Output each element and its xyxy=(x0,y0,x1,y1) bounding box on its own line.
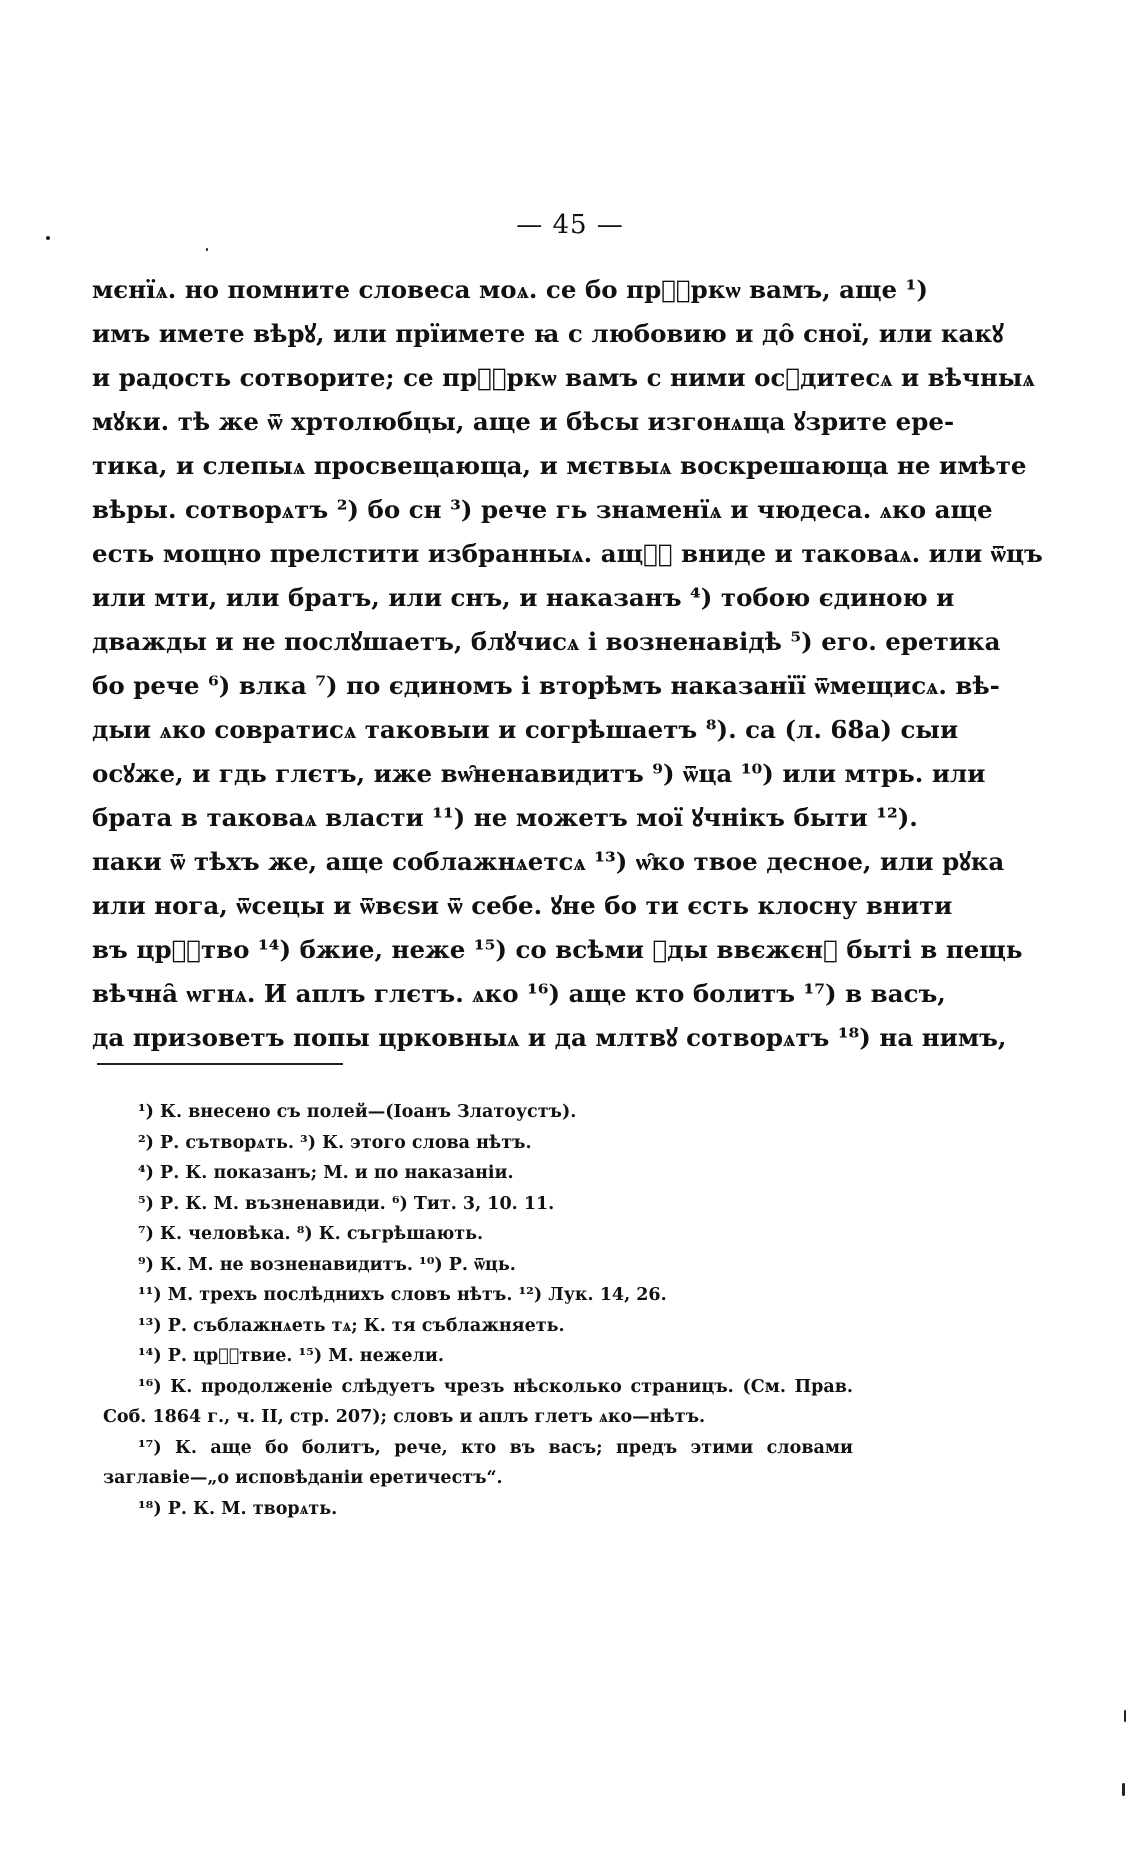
footnote-line: Соб. 1864 г., ч. II, стр. 207); словъ и аплъ глетъ ѧко—нѣтъ. xyxy=(103,1407,706,1427)
text-line: дважды и не послꙋшаетъ, блꙋчисѧ і возненавідѣ ⁵) его. еретика xyxy=(92,627,1001,656)
text-line: брата в таковаѧ власти ¹¹) не можетъ мої ꙋчнікъ быти ¹²). xyxy=(92,803,918,832)
footnote-line: ¹³) Р. съблажнѧеть тѧ; К. тя съблажняеть. xyxy=(138,1315,565,1336)
text-line: мꙋки. тѣ же ѿ хртолюбцы, аще и бѣсы изгонѧща ꙋзрите ере- xyxy=(92,407,955,436)
footnote-line: ⁷) К. человѣка. ⁸) К. съгрѣшають. xyxy=(138,1224,484,1244)
scan-speck xyxy=(46,236,50,240)
footnote-line: ¹) К. внесено съ полей—(Іоанъ Златоустъ). xyxy=(138,1102,577,1122)
text-line: мєнїѧ. но помните словеса моѧ. се бо прⷪ҇ркѡ вамъ, аще ¹) xyxy=(92,275,928,304)
footnote-divider xyxy=(97,1063,343,1065)
footnote-line: ¹⁶) К. продолженіе слѣдуетъ чрезъ нѣсколько страницъ. (См. Прав. xyxy=(138,1376,853,1397)
footnote-line: заглавіе—„о исповѣданіи еретичестъ“. xyxy=(103,1468,503,1488)
footnotes-block xyxy=(103,1097,853,1524)
text-line: и радость сотворите; се прⷪ҇ркѡ вамъ с ними осꙋдитесѧ и вѣчныѧ xyxy=(92,363,1035,392)
text-line: осꙋже, и гдь глєтъ, иже вѡ̑ненавидитъ ⁹) ѿца ¹⁰) или мтрь. или xyxy=(92,759,986,788)
text-line: или нога, ѿсецы и ѿвєsи ѿ себе. ꙋне бо ти єсть клосну внити xyxy=(92,891,953,920)
text-line: да призоветъ попы црковныѧ и да млтвꙋ сотворѧтъ ¹⁸) на нимъ, xyxy=(92,1023,1007,1052)
text-line: есть мощно прелстити избранныѧ. ащⷷ҇ вниде и таковаѧ. или ѿцъ xyxy=(92,539,1043,568)
page-number: — 45 — xyxy=(516,210,624,240)
text-line: вѣры. сотворѧтъ ²) бо сн ³) рече гь знаменїѧ и чюдеса. ѧко аще xyxy=(92,495,993,524)
text-line: бо рече ⁶) влка ⁷) по єдиномъ і вторѣмъ наказанїї ѿмещисѧ. вѣ- xyxy=(92,671,1000,700)
scan-speck xyxy=(206,248,208,251)
footnote-line: ⁴) Р. К. показанъ; М. и по наказаніи. xyxy=(138,1163,514,1183)
text-line: дыи ѧко совратисѧ таковыи и согрѣшаетъ ⁸). са (л. 68а) сыи xyxy=(92,715,959,744)
footnote-line: ⁹) К. М. не возненавидитъ. ¹⁰) Р. ѿць. xyxy=(138,1254,516,1275)
main-text-block xyxy=(92,268,1043,1060)
footnote-line: ⁵) Р. К. М. възненавиди. ⁶) Тит. 3, 10. 11. xyxy=(138,1193,555,1214)
text-line: тика, и слепыѧ просвещающа, и мєтвыѧ воскрешающа не имѣте xyxy=(92,451,1027,480)
footnote-line: ¹⁴) Р. црⷭ҇твие. ¹⁵) М. нежели. xyxy=(138,1346,444,1366)
text-line: имъ имете вѣрꙋ, или прїимете ꙗ с любовию и до̑ сної, или какꙋ xyxy=(92,319,1004,348)
footnote-line: ¹⁸) Р. К. М. творѧть. xyxy=(138,1498,338,1519)
footnote-line: ¹⁷) К. аще бо болитъ, рече, кто въ васъ; предъ этими словами xyxy=(138,1437,853,1458)
footnote-line: ²) Р. сътворѧть. ³) К. этого слова нѣтъ. xyxy=(138,1132,532,1153)
text-line: или мти, или братъ, или снъ, и наказанъ ⁴) тобою єдиною и xyxy=(92,583,955,612)
text-line: паки ѿ тѣхъ же, аще соблажнѧетсѧ ¹³) ѡ̑ко твое десное, или рꙋка xyxy=(92,847,1005,876)
text-line: вѣчна̑ ѡгнѧ. И аплъ глєтъ. ѧко ¹⁶) аще кто болитъ ¹⁷) в васъ, xyxy=(92,979,946,1008)
text-line: въ црⷭ҇тво ¹⁴) бжие, неже ¹⁵) со всѣми ꙋды ввєжєнꙋ быті в пещь xyxy=(92,935,1023,964)
footnote-line: ¹¹) М. трехъ послѣднихъ словъ нѣтъ. ¹²) Лук. 14, 26. xyxy=(138,1285,667,1305)
scan-speck xyxy=(1122,1783,1125,1796)
scan-speck xyxy=(1124,1710,1126,1722)
